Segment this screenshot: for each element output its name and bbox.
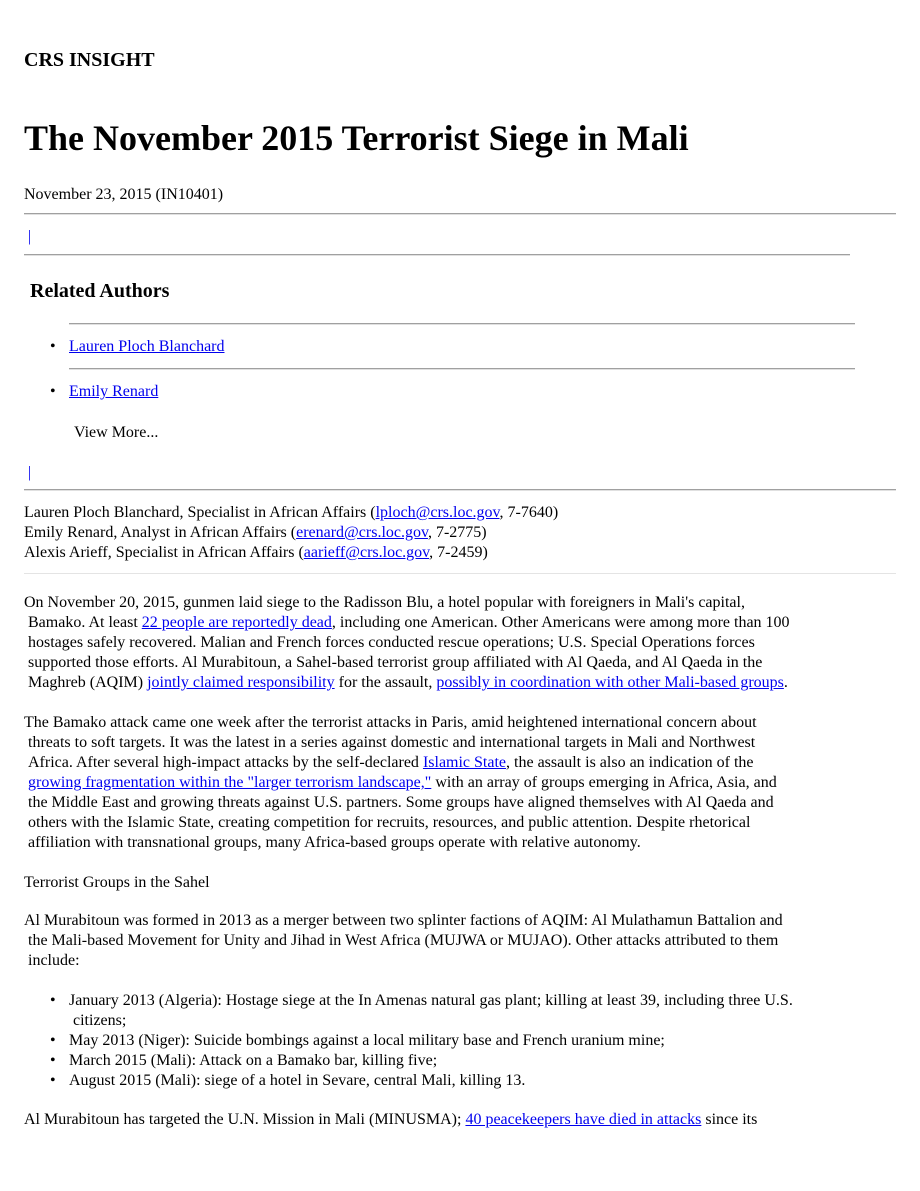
divider-contacts-top xyxy=(24,489,896,491)
report-kicker: CRS INSIGHT xyxy=(24,49,155,71)
link-22-people-dead[interactable]: 22 people are reportedly dead xyxy=(141,614,332,631)
contact-line: Emily Renard, Analyst in African Affairs (erenard@crs.loc.gov, 7-2775) xyxy=(24,524,487,541)
divider-contacts-bottom xyxy=(24,573,896,574)
attacks-list xyxy=(24,991,896,1091)
author-link-blanchard[interactable]: Lauren Ploch Blanchard xyxy=(69,338,225,355)
list-item: • August 2015 (Mali): siege of a hotel in Sevare, central Mali, killing 13. xyxy=(24,1071,896,1091)
divider-author-1 xyxy=(69,323,855,325)
contact-line: Alexis Arieff, Specialist in African Affairs (aarieff@crs.loc.gov, 7-2459) xyxy=(24,544,488,561)
email-link-lploch[interactable]: lploch@crs.loc.gov xyxy=(375,504,500,521)
page-title: The November 2015 Terrorist Siege in Mali xyxy=(24,118,689,158)
paragraph-context: The Bamako attack came one week after the terrorist attacks in Paris, amid heightened international concern about threats to soft targets. It was the latest in a series against domestic and international targets in Mali and Northwest Africa. After several high-impact attacks by the self-declared Islamic State, the assault is also an indication of the growing fragmentation within the "larger terrorism landscape," with an array of groups emerging in Africa, Asia, and the Middle East and growing threats against U.S. partners. Some groups have aligned themselves with Al Qaeda and others with the Islamic State, creating competition for recruits, resources, and public attention. Despite rhetorical affiliation with transnational groups, many Africa-based groups operate with relative autonomy. xyxy=(24,714,777,851)
contact-line: Lauren Ploch Blanchard, Specialist in African Affairs (lploch@crs.loc.gov, 7-7640) xyxy=(24,504,559,521)
anchor-link-bottom[interactable]: | xyxy=(28,464,32,481)
dateline: November 23, 2015 (IN10401) xyxy=(24,186,224,203)
view-more-button[interactable]: View More... xyxy=(74,424,159,441)
link-jointly-claimed[interactable]: jointly claimed responsibility xyxy=(147,674,335,691)
list-item xyxy=(69,337,225,357)
paragraph-al-murabitoun: Al Murabitoun was formed in 2013 as a merger between two splinter factions of AQIM: Al Mulathamun Battalion and the Mali-based Movement for Unity and Jihad in West Africa (MUJWA or MUJAO). Other attacks attributed to them include: xyxy=(24,912,783,969)
email-link-erenard[interactable]: erenard@crs.loc.gov xyxy=(296,524,428,541)
list-item: • March 2015 (Mali): Attack on a Bamako bar, killing five; xyxy=(24,1051,896,1071)
section-subheading: Terrorist Groups in the Sahel xyxy=(24,874,210,891)
link-40-peacekeepers[interactable]: 40 peacekeepers have died in attacks xyxy=(465,1111,702,1128)
email-link-aarieff[interactable]: aarieff@crs.loc.gov xyxy=(303,544,430,561)
list-item: • January 2013 (Algeria): Hostage siege at the In Amenas natural gas plant; killing at least 39, including three U.S. citizens; xyxy=(24,991,896,1031)
related-authors-heading: Related Authors xyxy=(30,280,170,302)
list-item xyxy=(69,382,158,402)
author-contacts xyxy=(24,503,558,563)
link-coordination-groups[interactable]: possibly in coordination with other Mali-based groups xyxy=(436,674,784,691)
divider-author-2 xyxy=(69,368,855,370)
paragraph-minusma: Al Murabitoun has targeted the U.N. Mission in Mali (MINUSMA); 40 peacekeepers have died in attacks since its xyxy=(24,1111,758,1128)
link-islamic-state[interactable]: Islamic State xyxy=(422,754,507,771)
paragraph-attack-summary: On November 20, 2015, gunmen laid siege to the Radisson Blu, a hotel popular with foreigners in Mali's capital, Bamako. At least 22 people are reportedly dead, including one American. Other Americans were among more than 100 hostages safely recovered. Malian and French forces conducted rescue operations; U.S. Special Operations forces supported those efforts. Al Murabitoun, a Sahel-based terrorist group affiliated with Al Qaeda, and Al Qaeda in the Maghreb (AQIM) jointly claimed responsibility for the assault, possibly in coordination with other Mali-based groups. xyxy=(24,594,790,691)
author-link-renard[interactable]: Emily Renard xyxy=(69,383,159,400)
link-growing-fragmentation[interactable]: growing fragmentation within the "larger terrorism landscape," xyxy=(28,774,432,791)
anchor-link-top[interactable]: | xyxy=(28,228,32,245)
divider-related xyxy=(24,254,850,256)
divider-top xyxy=(24,213,896,215)
list-item: • May 2013 (Niger): Suicide bombings against a local military base and French uranium mine; xyxy=(24,1031,896,1051)
